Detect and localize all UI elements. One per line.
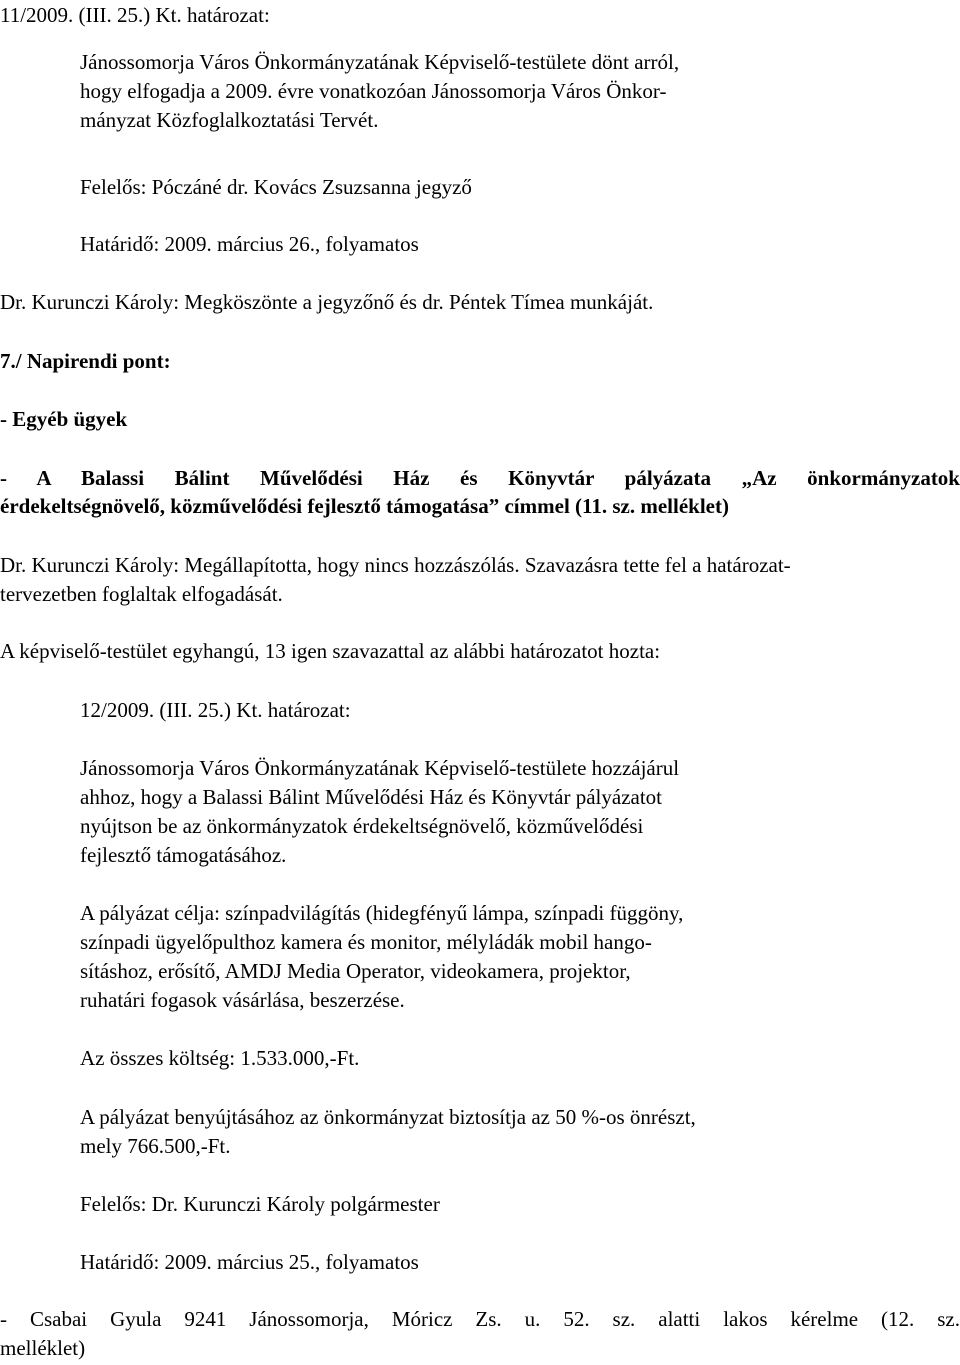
resolution-12-header: 12/2009. (III. 25.) Kt. határozat: [80, 698, 351, 722]
statement-line-1: Dr. Kurunczi Károly: Megállapította, hogy nincs hozzászólás. Szavazásra tette fel a határozat- [0, 553, 791, 577]
agenda-item-line-2: érdekeltségnövelő, közművelődési fejlesztő támogatása” címmel (11. sz. melléklet) [0, 494, 729, 518]
resolution-12-funding-line-2: mely 766.500,-Ft. [80, 1134, 231, 1158]
resolution-11-text-line-1: Jánossomorja Város Önkormányzatának Képviselő-testülete dönt arról, [80, 50, 680, 74]
resolution-12-goal-line-2: színpadi ügyelőpulthoz kamera és monitor, mélyládák mobil hango- [80, 930, 652, 954]
resolution-11-text-line-2: hogy elfogadja a 2009. évre vonatkozóan Jánossomorja Város Önkor- [80, 79, 667, 103]
resolution-12-total-cost: Az összes költség: 1.533.000,-Ft. [80, 1046, 360, 1070]
resolution-12-text-line-3: nyújtson be az önkormányzatok érdekeltségnövelő, közművelődési [80, 814, 644, 838]
resolution-11-deadline: Határidő: 2009. március 26., folyamatos [80, 232, 419, 256]
resolution-11-text-line-3: mányzat Közfoglalkoztatási Tervét. [80, 108, 379, 132]
thanks-note: Dr. Kurunczi Károly: Megköszönte a jegyzőnő és dr. Péntek Tímea munkáját. [0, 290, 654, 314]
resolution-12-text-line-1: Jánossomorja Város Önkormányzatának Képviselő-testülete hozzájárul [80, 756, 680, 780]
statement-line-2: tervezetben foglaltak elfogadását. [0, 582, 283, 606]
resolution-12-goal-line-1: A pályázat célja: színpadvilágítás (hidegfényű lámpa, színpadi függöny, [80, 901, 684, 925]
next-item-line-1: - Csabai Gyula 9241 Jánossomorja, Móricz Zs. u. 52. sz. alatti lakos kérelme (12. sz. [0, 1307, 960, 1331]
agenda-item-line-1: - A Balassi Bálint Művelődési Ház és Könyvtár pályázata „Az önkormányzatok [0, 466, 960, 490]
vote-line: A képviselő-testület egyhangú, 13 igen szavazattal az alábbi határozatot hozta: [0, 639, 661, 663]
resolution-12-responsible: Felelős: Dr. Kurunczi Károly polgármester [80, 1192, 440, 1216]
agenda-title: 7./ Napirendi pont: [0, 349, 171, 373]
resolution-12-text-line-2: ahhoz, hogy a Balassi Bálint Művelődési Ház és Könyvtár pályázatot [80, 785, 663, 809]
resolution-12-goal-line-3: sításhoz, erősítő, AMDJ Media Operator, videokamera, projektor, [80, 959, 631, 983]
next-item-line-2: melléklet) [0, 1336, 86, 1360]
resolution-12-funding-line-1: A pályázat benyújtásához az önkormányzat biztosítja az 50 %-os önrészt, [80, 1105, 696, 1129]
resolution-12-text-line-4: fejlesztő támogatásához. [80, 843, 287, 867]
agenda-subtitle: - Egyéb ügyek [0, 407, 128, 431]
resolution-12-deadline: Határidő: 2009. március 25., folyamatos [80, 1250, 419, 1274]
resolution-11-header: 11/2009. (III. 25.) Kt. határozat: [0, 3, 270, 27]
resolution-12-goal-line-4: ruhatári fogasok vásárlása, beszerzése. [80, 988, 405, 1012]
resolution-11-responsible: Felelős: Póczáné dr. Kovács Zsuzsanna jegyző [80, 175, 472, 199]
